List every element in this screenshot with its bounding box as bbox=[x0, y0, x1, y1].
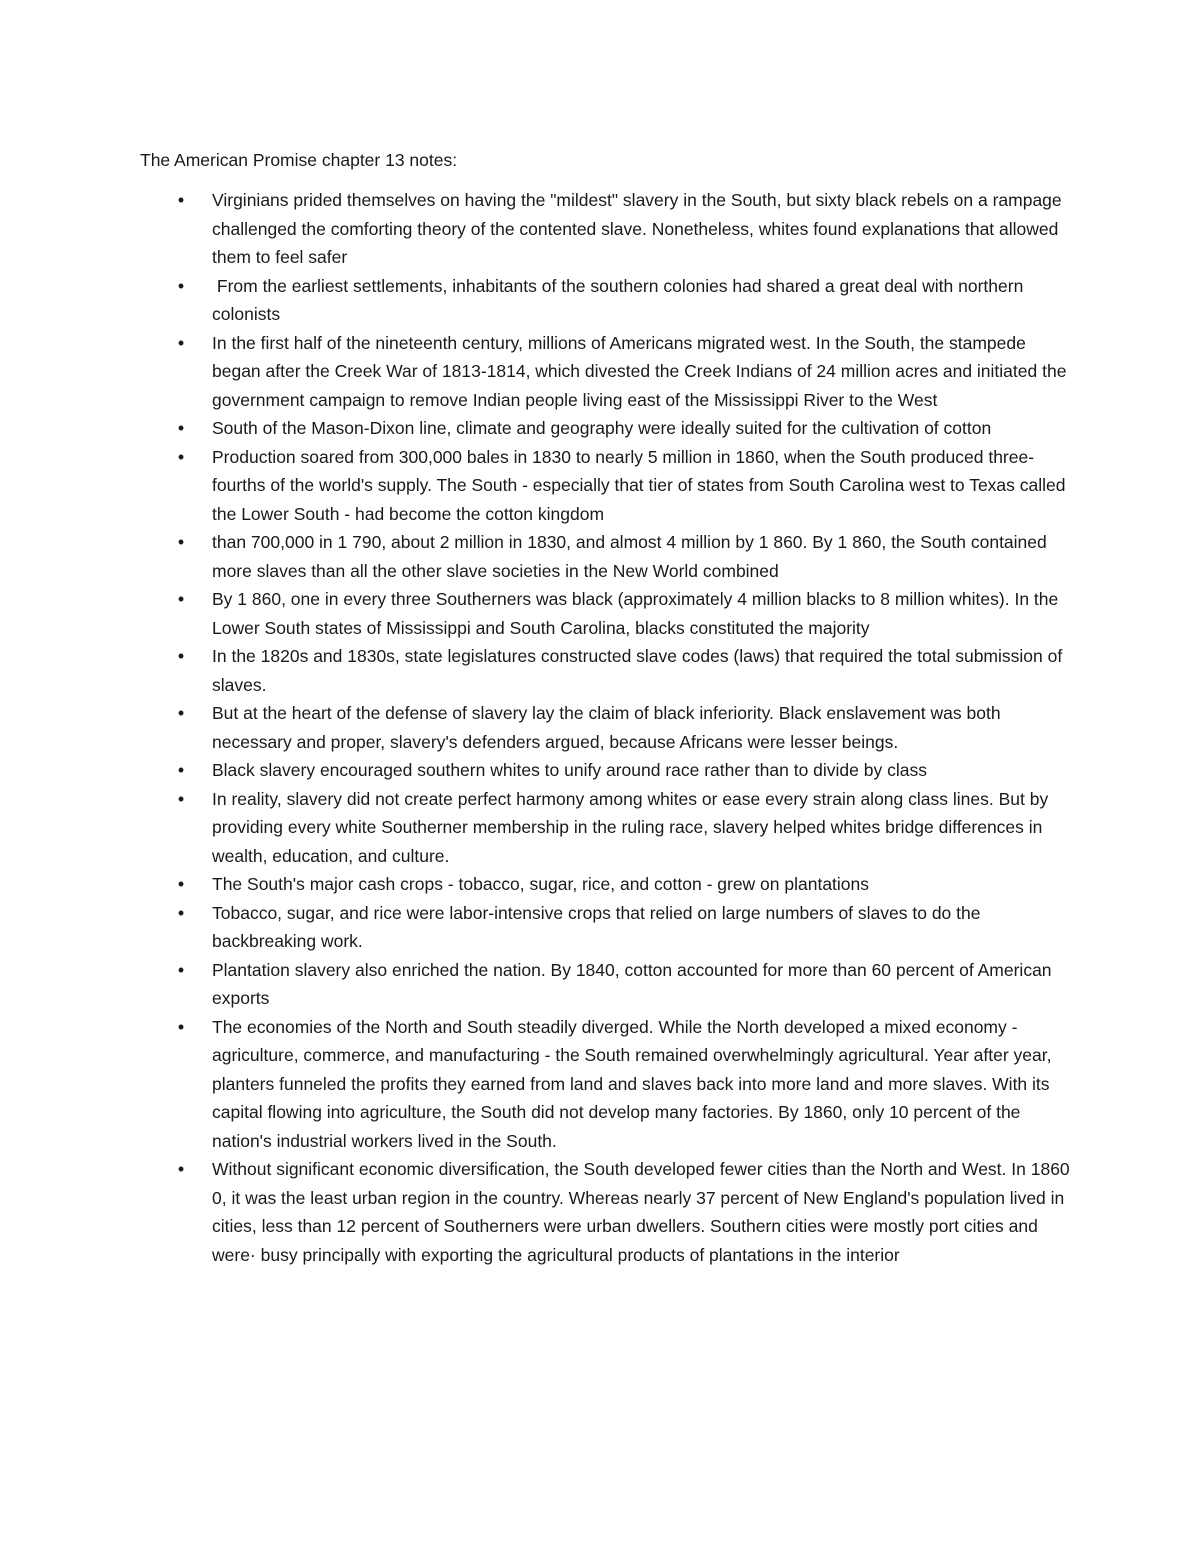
bullet-icon: • bbox=[177, 532, 185, 552]
list-item bbox=[177, 186, 1072, 272]
bullet-icon: • bbox=[177, 418, 185, 438]
list-item bbox=[177, 870, 1072, 899]
bullet-icon: • bbox=[177, 646, 185, 666]
note-text: But at the heart of the defense of slavery lay the claim of black inferiority. Black enslavement was both necessary and proper, slavery's defenders argued, because Africans were lesser beings. bbox=[212, 703, 1001, 752]
list-item bbox=[177, 899, 1072, 956]
bullet-icon: • bbox=[177, 1016, 185, 1037]
bullet-icon: • bbox=[177, 703, 185, 723]
note-text: The South's major cash crops - tobacco, sugar, rice, and cotton - grew on plantations bbox=[212, 874, 870, 894]
note-text: In the 1820s and 1830s, state legislatures constructed slave codes (laws) that required the total submission of slaves. bbox=[212, 646, 1063, 695]
document-title: The American Promise chapter 13 notes: bbox=[140, 150, 458, 170]
list-item bbox=[177, 1013, 1072, 1156]
bullet-icon: • bbox=[177, 332, 185, 353]
note-text: South of the Mason-Dixon line, climate and geography were ideally suited for the cultivation of cotton bbox=[212, 418, 992, 438]
bullet-icon: • bbox=[177, 874, 185, 894]
note-text: In reality, slavery did not create perfect harmony among whites or ease every strain along class lines. But by providing every white Southerner membership in the ruling race, slavery helped whites bridge differences in wealth, education, and culture. bbox=[212, 788, 1049, 866]
list-item bbox=[177, 272, 1072, 329]
note-text: The economies of the North and South steadily diverged. While the North developed a mixed economy - agriculture, commerce, and manufacturing - the South remained overwhelmingly agricultural. Year after year, planters funneled the profits they earned from land and slaves back into more land and more slaves. With its capital flowing into agriculture, the South did not develop many factories. By 1860, only 10 percent of the nation's industrial workers lived in the South. bbox=[212, 1016, 1052, 1151]
bullet-icon: • bbox=[177, 275, 185, 296]
bullet-icon: • bbox=[177, 589, 185, 609]
note-text: Black slavery encouraged southern whites to unify around race rather than to divide by class bbox=[212, 760, 927, 780]
list-item bbox=[177, 414, 1072, 443]
note-text: Without significant economic diversification, the South developed fewer cities than the North and West. In 1860 0, it was the least urban region in the country. Whereas nearly 37 percent of New England's population lived in cities, less than 12 percent of Southerners were urban dwellers. Southern cities were mostly port cities and were· busy principally with exporting the agricultural products of plantations in the interior bbox=[212, 1159, 1070, 1265]
bullet-icon: • bbox=[177, 190, 185, 210]
note-text: Virginians prided themselves on having the "mildest" slavery in the South, but sixty black rebels on a rampage challenged the comforting theory of the contented slave. Nonetheless, whites found explanations that allowed them to feel safer bbox=[212, 190, 1062, 267]
bullet-icon: • bbox=[177, 446, 185, 467]
list-item bbox=[177, 528, 1072, 585]
bullet-icon: • bbox=[177, 1159, 185, 1179]
notes-list bbox=[177, 186, 1072, 1269]
list-item bbox=[177, 443, 1072, 529]
note-text: Plantation slavery also enriched the nation. By 1840, cotton accounted for more than 60 percent of American exports bbox=[212, 959, 1052, 1008]
list-item bbox=[177, 329, 1072, 415]
list-item bbox=[177, 1155, 1072, 1269]
note-text: By 1 860, one in every three Southerners was black (approximately 4 million blacks to 8 million whites). In the Lower South states of Mississippi and South Carolina, blacks constituted the majority bbox=[212, 589, 1059, 638]
list-item bbox=[177, 585, 1072, 642]
list-item bbox=[177, 756, 1072, 785]
list-item bbox=[177, 699, 1072, 756]
note-text: than 700,000 in 1 790, about 2 million in 1830, and almost 4 million by 1 860. By 1 860, the South contained more slaves than all the other slave societies in the New World combined bbox=[212, 532, 1047, 581]
list-item bbox=[177, 642, 1072, 699]
list-item bbox=[177, 956, 1072, 1013]
bullet-icon: • bbox=[177, 788, 185, 809]
bullet-icon: • bbox=[177, 902, 185, 923]
note-text: Tobacco, sugar, and rice were labor-intensive crops that relied on large numbers of slaves to do the backbreaking work. bbox=[212, 902, 981, 951]
note-text: Production soared from 300,000 bales in 1830 to nearly 5 million in 1860, when the South produced three-fourths of the world's supply. The South - especially that tier of states from South Carolina west to Texas called the Lower South - had become the cotton kingdom bbox=[212, 446, 1066, 524]
bullet-icon: • bbox=[177, 760, 185, 780]
note-text: From the earliest settlements, inhabitants of the southern colonies had shared a great deal with northern colonists bbox=[212, 275, 1029, 324]
bullet-icon: • bbox=[177, 959, 185, 980]
list-item bbox=[177, 785, 1072, 871]
note-text: In the first half of the nineteenth century, millions of Americans migrated west. In the South, the stampede began after the Creek War of 1813-1814, which divested the Creek Indians of 24 million acres and initiated the government campaign to remove Indian people living east of the Mississippi River to the West bbox=[212, 332, 1067, 410]
